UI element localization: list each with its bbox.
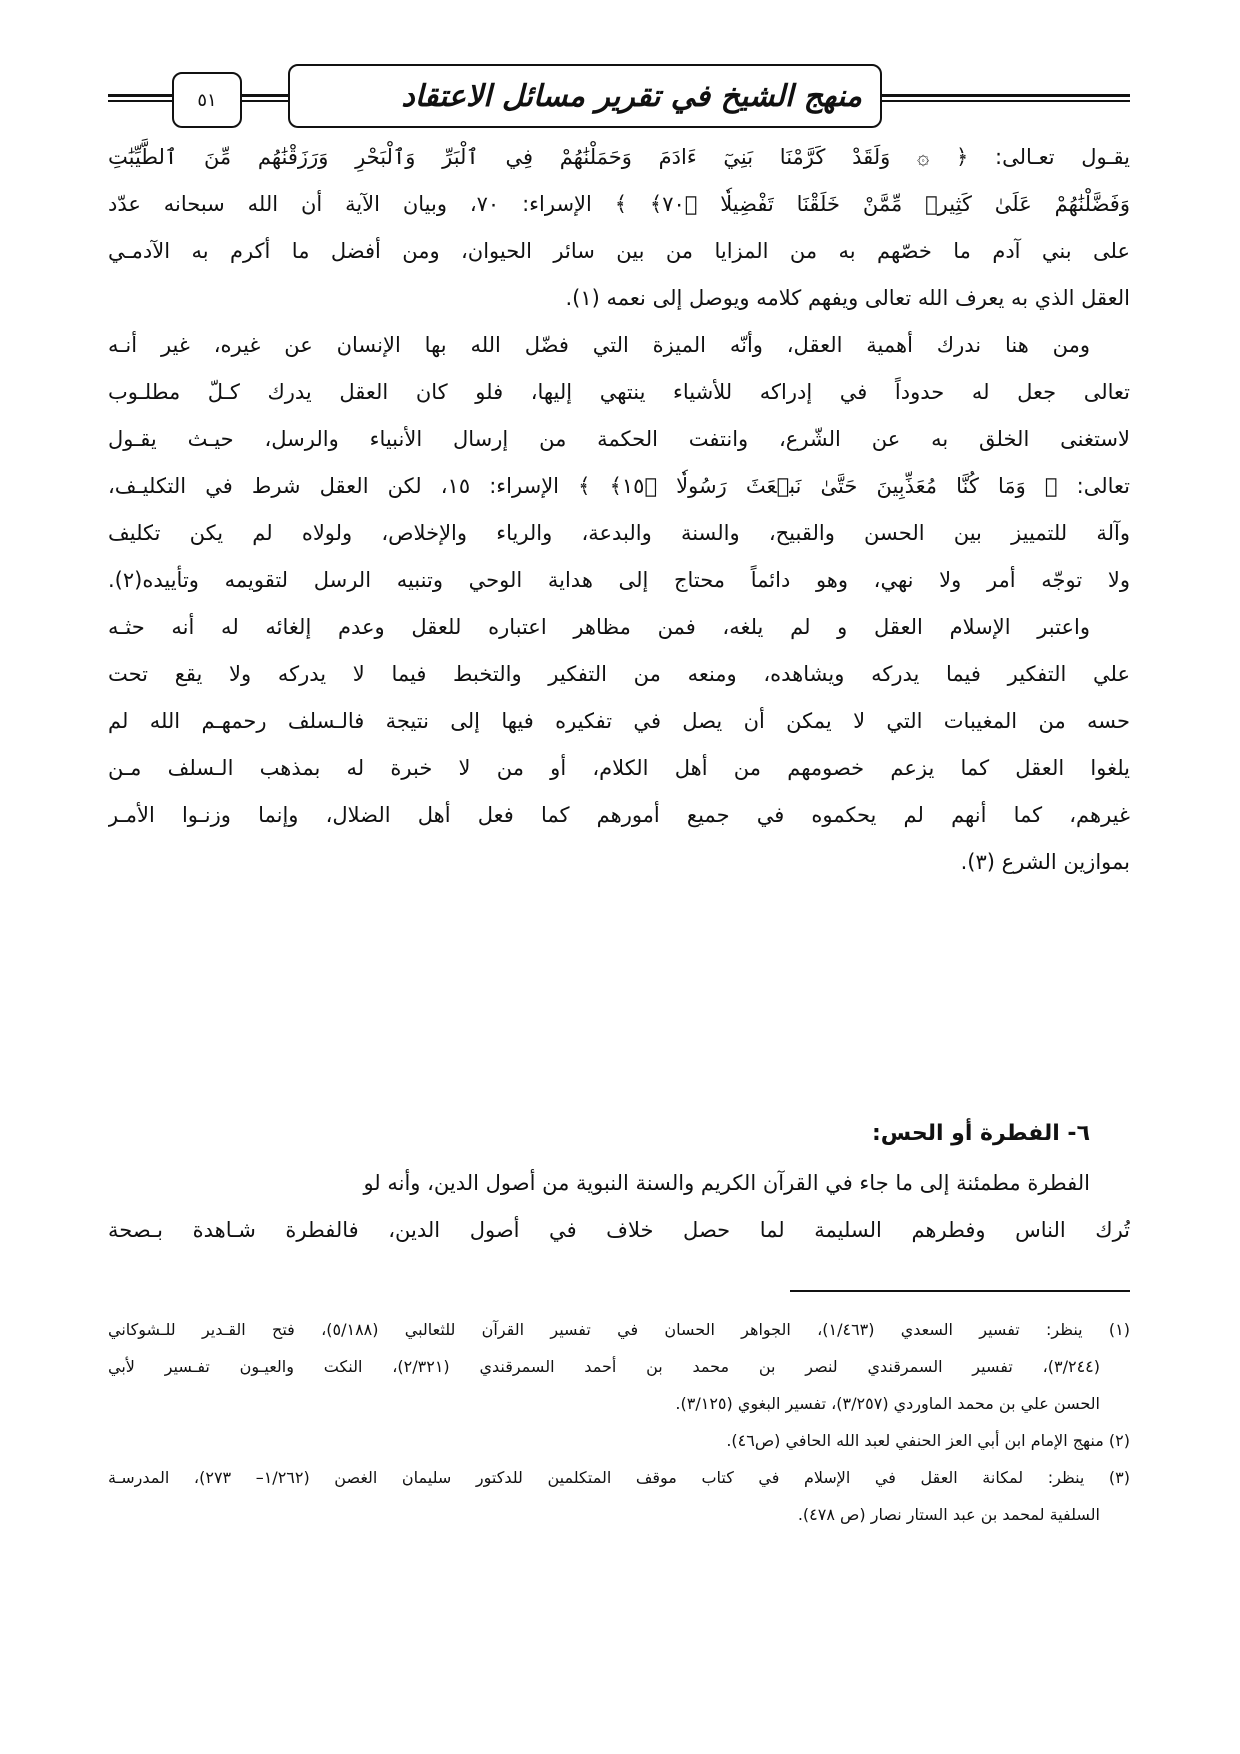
text-line: العقل الذي به يعرف الله تعالى ويفهم كلامه ويوصل إلى نعمه (١).: [565, 286, 1130, 310]
text-line: بموازين الشرع (٣).: [960, 850, 1130, 874]
page-number: ٥١: [197, 89, 217, 111]
section-heading: ٦- الفطرة أو الحس:: [871, 1121, 1090, 1146]
header-rule-middle: [240, 94, 290, 102]
page-number-box: [172, 72, 242, 128]
footnote-separator: [790, 1290, 1130, 1292]
text-line: علي التفكير فيما يدركه ويشاهده، ومنعه من التفكير والتخبط فيما لا يدركه ولا يقع تحت: [108, 662, 1130, 686]
header-title: منهج الشيخ في تقرير مسائل الاعتقاد: [401, 78, 862, 114]
text-line: وآلة للتمييز بين الحسن والقبيح، والسنة والبدعة، والرياء والإخلاص، ولولاه لم يكن تكليف: [108, 521, 1130, 545]
footnote-2: (٢) منهج الإمام ابن أبي العز الحنفي لعبد الله الحافي (ص٤٦).: [726, 1431, 1130, 1450]
paragraph-3: [108, 604, 1130, 886]
text-line: ولا توجّه أمر ولا نهي، وهو دائماً محتاج إلى هداية الوحي وتنبيه الرسل لتقويمه وتأييده(٢).: [108, 568, 1130, 592]
text-line: على بني آدم ما خصّهم به من المزايا من بين سائر الحيوان، ومن أفضل ما أكرم به الآدمـي: [108, 239, 1130, 263]
text-line: يقـول تعـالى: ﴿ ۞ وَلَقَدْ كَرَّمْنَا بَنِيٓ ءَادَمَ وَحَمَلْنَٰهُمْ فِي ٱلْبَرِّ وَٱلْبَحْرِ وَرَزَقْنَٰهُم مِّنَ ٱلطَّيِّبَٰتِ: [108, 145, 1130, 169]
text-line: الفطرة مطمئنة إلى ما جاء في القرآن الكريم والسنة النبوية من أصول الدين، وأنه لو: [363, 1171, 1090, 1195]
header-rule-left: [108, 94, 174, 102]
footnotes: [108, 1311, 1130, 1533]
text-line: لاستغنى الخلق به عن الشّرع، وانتفت الحكمة من إرسال الأنبياء والرسل، حيـث يقـول: [108, 427, 1130, 451]
section-fitra: [108, 1108, 1130, 1254]
text-line: وَفَضَّلْنَٰهُمْ عَلَىٰ كَثِيرٖ مِّمَّنْ خَلَقْنَا تَفْضِيلٗا ﴿٧٠﴾ ﴾ الإسراء: ٧٠، وبيان الآية أن الله سبحانه عدّد: [108, 192, 1130, 216]
footnote-1: (١) ينظر: تفسير السعدي (١/٤٦٣)، الجواهر الحسان في تفسير القرآن للثعالبي (٥/١٨٨)، فتح القـدير للـشوكاني: [108, 1320, 1130, 1339]
paragraph-2: [108, 322, 1130, 604]
footnote-3-cont: السلفية لمحمد بن عبد الستار نصار (ص ٤٧٨).: [797, 1505, 1100, 1524]
text-line: واعتبر الإسلام العقل و لم يلغه، فمن مظاهر اعتباره للعقل وعدم إلغائه له أنه حثـه: [108, 615, 1090, 639]
header-title-box: [288, 64, 882, 128]
footnote-3: (٣) ينظر: لمكانة العقل في الإسلام في كتاب موقف المتكلمين للدكتور سليمان الغصن (١/٢٦٢– ٢٧٣)، المدرسـة: [108, 1468, 1130, 1487]
paragraph-1: [108, 134, 1130, 322]
body-text: [108, 134, 1130, 886]
footnote-1-cont: الحسن علي بن محمد الماوردي (٣/٢٥٧)، تفسير البغوي (٣/١٢٥).: [675, 1394, 1100, 1413]
text-line: حسه من المغيبات التي لا يمكن أن يصل في تفكيره فيها إلى نتيجة فالـسلف رحمهـم الله لم: [108, 709, 1130, 733]
text-line: غيرهم، كما أنهم لم يحكموه في جميع أمورهم كما فعل أهل الضلال، وإنما وزنـوا الأمـر: [108, 803, 1130, 827]
header-rule-right: [880, 94, 1130, 102]
footnote-1-cont: (٣/٢٤٤)، تفسير السمرقندي لنصر بن محمد بن أحمد السمرقندي (٢/٣٢١)، النكت والعيـون تفـسير لأبي: [108, 1357, 1100, 1376]
text-line: ومن هنا ندرك أهمية العقل، وأنّه الميزة التي فضّل الله بها الإنسان عن غيره، غير أنـه: [108, 333, 1090, 357]
text-line: تعالى جعل له حدوداً في إدراكه للأشياء ينتهي إليها، فلو كان العقل يدرك كـلّ مطلـوب: [108, 380, 1130, 404]
text-line: يلغوا العقل كما يزعم خصومهم من أهل الكلام، أو من لا خبرة له بمذهب الـسلف مـن: [108, 756, 1130, 780]
text-line: تُرك الناس وفطرهم السليمة لما حصل خلاف في أصول الدين، فالفطرة شـاهدة بـصحة: [108, 1218, 1130, 1242]
text-line: تعالى: ﴿ وَمَا كُنَّا مُعَذِّبِينَ حَتَّىٰ نَبۡعَثَ رَسُولٗا ﴿١٥﴾ ﴾ الإسراء: ١٥، لكن العقل شرط في التكليـف،: [108, 474, 1130, 498]
